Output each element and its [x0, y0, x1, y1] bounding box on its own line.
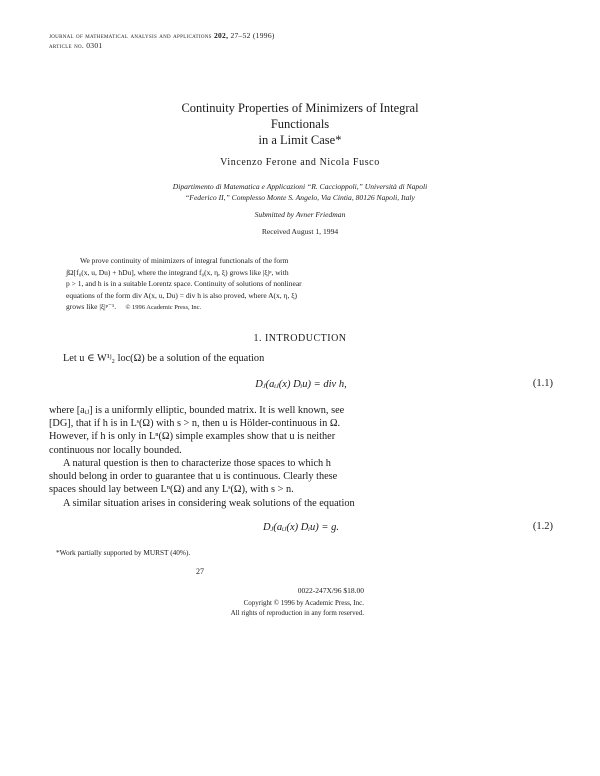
footnote: *Work partially supported by MURST (40%). [56, 548, 191, 557]
abstract-line-3: p > 1, and h is in a suitable Lorentz space. Continuity of solutions of nonlinear [66, 279, 302, 288]
p3-line-3: spaces should lay between Lⁿ(Ω) and any Lˢ(Ω), with s > n. [49, 484, 294, 496]
abstract-line-5: grows like |ξ|ᵖ⁻¹. [66, 302, 117, 311]
equation-1-1-number: (1.1) [532, 378, 553, 389]
p4-line-1: A similar situation arises in considering weak solutions of the equation [63, 498, 355, 509]
equation-1-2-expression: Dⱼ(aᵢⱼ(x) Dᵢu) = g. [262, 522, 340, 533]
page-number: 27 [196, 567, 204, 576]
price-code: 0022-247X/96 $18.00 [297, 586, 364, 595]
abstract-line-1: We prove continuity of minimizers of integral functionals of the form [80, 256, 289, 265]
article-number: article no. 0301 [49, 41, 103, 50]
p2-line-3: However, if h is only in Lⁿ(Ω) simple examples show that u is neither [49, 431, 336, 443]
abstract [66, 255, 534, 314]
abstract-copyright: © 1996 Academic Press, Inc. [125, 304, 202, 311]
copyright-line-1: Copyright © 1996 by Academic Press, Inc. [243, 599, 364, 607]
section-heading: 1. INTRODUCTION [253, 333, 347, 344]
abstract-line-2: ∫Ω[f₀(x, u, Du) + hDu], where the integrand f₀(x, η, ξ) grows like |ξ|ᵖ, with [66, 267, 289, 277]
journal-header [49, 31, 275, 41]
journal-volume: 202, [213, 31, 229, 40]
affiliation-line-1: Dipartimento di Matematica e Applicazioni “R. Caccioppoli,” Università di Napoli [172, 182, 428, 191]
abstract-line-5-wrap [66, 301, 534, 314]
submitted-by: Submitted by Avner Friedman [254, 210, 346, 219]
paper-title-line-2: Functionals [270, 117, 330, 131]
received-date: Received August 1, 1994 [261, 227, 339, 236]
p3-line-2: should belong in order to guarantee that u is continuous. Clearly these [49, 471, 338, 483]
equation-1-1-expression: Dⱼ(aᵢⱼ(x) Dᵢu) = div h, [255, 379, 347, 390]
abstract-line-4: equations of the form div A(x, u, Du) = div h is also proved, where A(x, η, ξ) [66, 290, 298, 300]
intro-line-1: Let u ∈ W¹ʲ₂ loc(Ω) be a solution of the equation [63, 353, 265, 364]
p2-line-1: where [aᵢⱼ] is a uniformly elliptic, bounded matrix. It is well known, see [49, 405, 345, 416]
affiliation-line-2: “Federico II,” Complesso Monte S. Angelo, Via Cintia, 80126 Napoli, Italy [185, 193, 415, 202]
paper-title-line-3: in a Limit Case* [258, 133, 342, 147]
p2-line-4: continuous nor locally bounded. [49, 444, 182, 456]
intro-paragraph-2 [49, 404, 553, 457]
copyright-line-2: All rights of reproduction in any form reserved. [230, 609, 364, 617]
equation-1-2-number: (1.2) [532, 521, 553, 532]
p3-line-1: A natural question is then to characterize those spaces to which h [63, 458, 331, 469]
authors: Vincenzo Ferone and Nicola Fusco [220, 157, 380, 168]
equation-1-1 [49, 378, 553, 394]
paper-title-line-1: Continuity Properties of Minimizers of Integral [181, 101, 419, 115]
p2-line-2: [DG], that if h is in Lˢ(Ω) with s > n, then u is Hölder-continuous in Ω. [49, 418, 341, 430]
intro-paragraph-4 [49, 497, 553, 510]
equation-1-2 [49, 521, 553, 537]
journal-name: journal of mathematical analysis and applications [49, 31, 212, 40]
intro-paragraph-3 [49, 457, 553, 497]
journal-pages: 27–52 (1996) [230, 31, 275, 40]
intro-paragraph-1 [49, 352, 553, 365]
